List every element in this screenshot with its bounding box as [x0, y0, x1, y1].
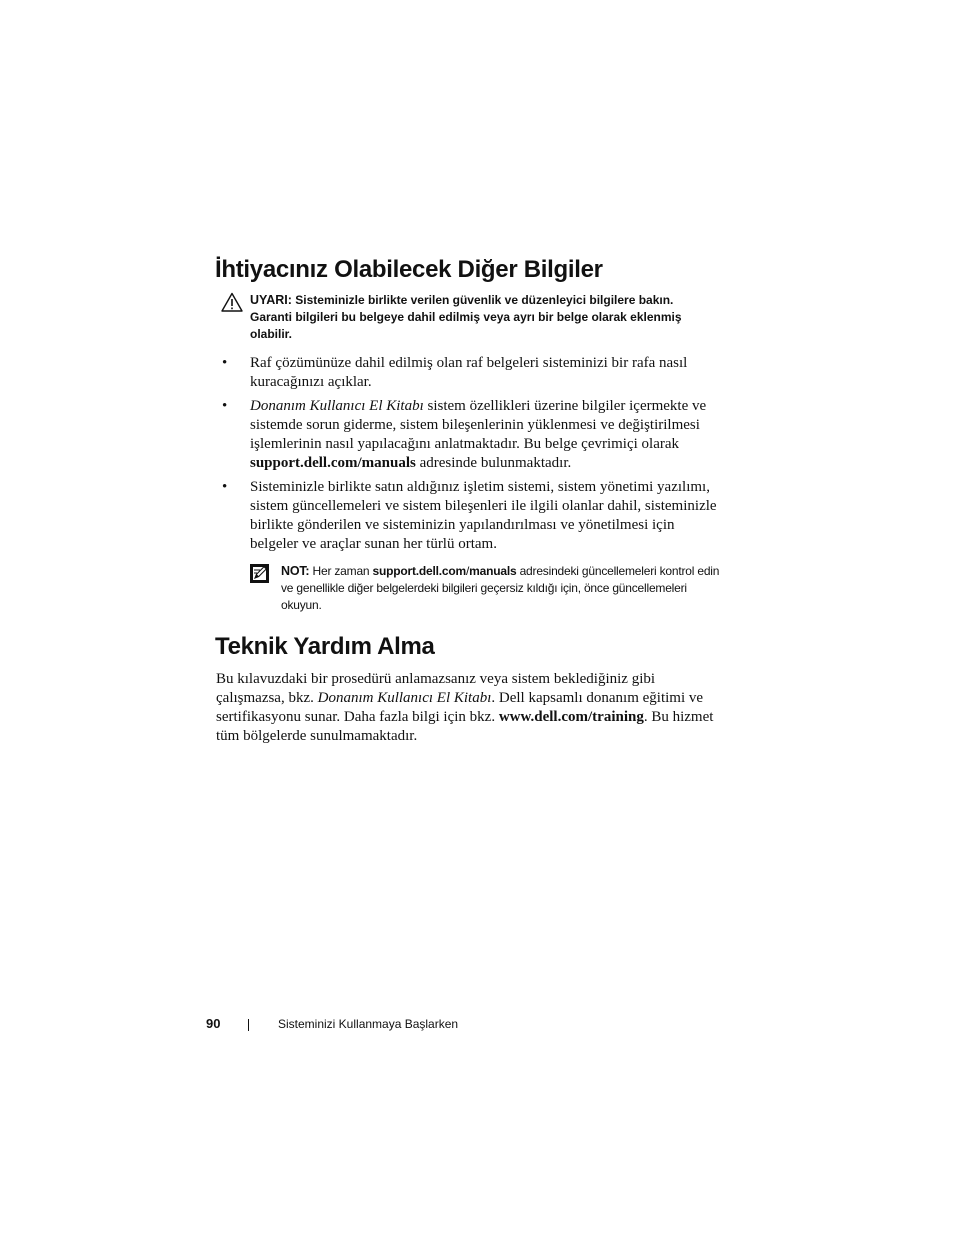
- footer-divider: [248, 1019, 249, 1031]
- info-bullet-list: [222, 354, 718, 559]
- section-title-tech-support: Teknik Yardım Alma: [215, 633, 435, 660]
- warning-callout: [218, 292, 718, 343]
- note-body: adresindeki güncellemeleri kontrol edin ve genellikle diğer belgelerdeki bilgileri geçersiz kıldığı için, önce güncellemeleri okuyun.: [281, 564, 720, 612]
- note-text: [281, 563, 720, 614]
- paragraph-text: . Dell kapsamlı donanım eğitimi ve sertifikasyonu sunar. Daha fazla bilgi için bkz.: [216, 690, 704, 725]
- training-url: www.dell.com/training: [498, 709, 644, 725]
- note-label: NOT:: [281, 564, 310, 578]
- bullet-text: adresinde bulunmaktadır.: [415, 455, 572, 471]
- manual-title: Donanım Kullanıcı El Kitabı: [317, 690, 492, 706]
- paragraph-text: . Bu hizmet tüm bölgelerde sunulmamaktadır.: [216, 709, 714, 744]
- support-url-host: support.dell.com: [372, 564, 467, 578]
- warning-triangle-icon: [221, 292, 243, 312]
- bullet-marker: •: [222, 479, 228, 495]
- note-body: Her zaman: [309, 564, 373, 578]
- manual-title: Donanım Kullanıcı El Kitabı: [250, 398, 424, 414]
- note-callout: [250, 563, 720, 614]
- warning-text: [250, 292, 718, 343]
- tech-support-paragraph: [216, 670, 721, 746]
- page-number: 90: [206, 1016, 221, 1031]
- section-title-other-info: İhtiyacınız Olabilecek Diğer Bilgiler: [215, 256, 603, 283]
- note-pencil-icon: [250, 564, 269, 583]
- bullet-marker: •: [222, 355, 228, 371]
- bullet-text: Raf çözümünüze dahil edilmiş olan raf belgeleri sisteminizi bir rafa nasıl kuracağınızı açıklar.: [250, 355, 688, 390]
- warning-body: Sisteminizle birlikte verilen güvenlik ve düzenleyici bilgilere bakın. Garanti bilgileri bu belgeye dahil edilmiş veya ayrı bir belge olarak eklenmiş olabilir.: [250, 293, 682, 341]
- list-item: [222, 397, 718, 473]
- list-item: [222, 478, 718, 554]
- list-item: [222, 354, 718, 392]
- manuals-url: support.dell.com/manuals: [250, 455, 416, 471]
- note-body: /: [466, 564, 470, 578]
- bullet-text: Sisteminizle birlikte satın aldığınız işletim sistemi, sistem yönetimi yazılımı, sistem güncellemeleri ve sistem bileşenleri ile ilgili olanlar dahil, sisteminizle birlikte gönderilen ve sisteminizin yapılandırılması ve yönetilmesi için belgeler ve araçlar sunan her türlü ortam.: [250, 479, 717, 552]
- paragraph-text: Bu kılavuzdaki bir prosedürü anlamazsanız veya sistem beklediğiniz gibi çalışmazsa, bkz.: [216, 671, 656, 706]
- warning-label: UYARI:: [250, 293, 292, 307]
- bullet-text: sistem özellikleri üzerine bilgiler içermekte ve sistemde sorun giderme, sistem bileşenlerinin yüklenmesi ve değiştirilmesi işlemlerinin nasıl yapılacağını anlatmaktadır. Bu belge çevrimiçi olarak: [250, 398, 707, 452]
- support-url-path: manuals: [469, 564, 517, 578]
- bullet-marker: •: [222, 398, 228, 414]
- page-footer: [0, 1016, 954, 1036]
- footer-section-title: Sisteminizi Kullanmaya Başlarken: [278, 1017, 459, 1031]
